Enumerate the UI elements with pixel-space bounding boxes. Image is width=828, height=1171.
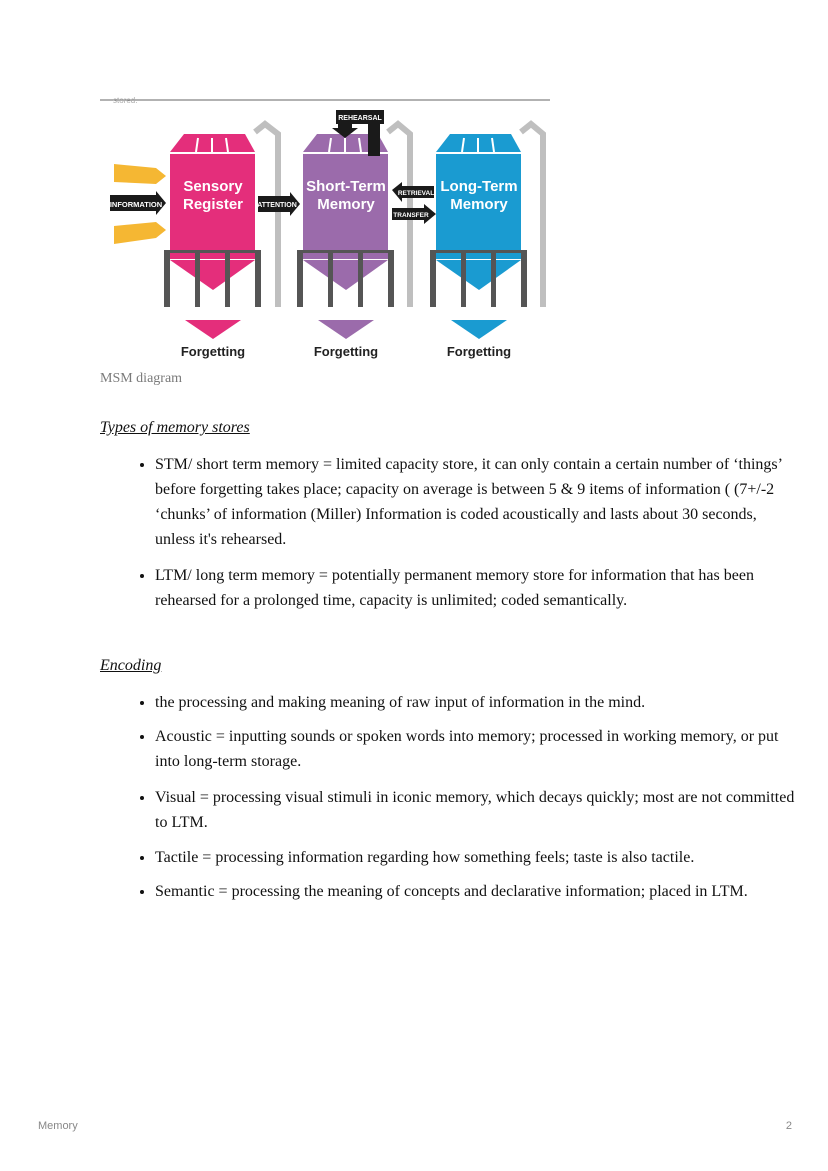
list-item-visual: • Visual = processing visual stimuli in iconic memory, which decays quickly; most are not committed to LTM. [155, 785, 795, 835]
long-term-forgetting-label: Forgetting [446, 344, 512, 359]
list-item-ltm: • LTM/ long term memory = potentially permanent memory store for information that has been rehearsed for a prolonged time, capacity is unlimited; coded semantically. [155, 563, 795, 613]
encoding-list [100, 690, 795, 904]
footer-document-title: Memory [38, 1120, 78, 1132]
sensory-register-label-line2: Register [182, 196, 244, 213]
sensory-register-silo [164, 124, 278, 359]
rehearsal-label: REHEARSAL [338, 115, 382, 122]
attention-label: ATTENTION [257, 202, 297, 209]
input-arrow-bottom [114, 222, 166, 244]
list-item-acoustic: • Acoustic = inputting sounds or spoken words into memory; processed in working memory, or put into long-term storage. [155, 724, 795, 774]
sensory-register-label-line1: Sensory [183, 178, 243, 195]
short-term-forget-arrow [318, 320, 374, 339]
short-term-memory-label-line2: Memory [317, 196, 375, 213]
memory-stores-list [100, 452, 795, 613]
cropped-text: stored. [113, 96, 138, 105]
input-arrow-top [114, 164, 166, 184]
short-term-memory-silo [297, 124, 410, 359]
short-term-forgetting-label: Forgetting [313, 344, 379, 359]
sensory-forgetting-label: Forgetting [180, 344, 246, 359]
long-term-memory-silo [430, 124, 543, 359]
retrieval-label: RETRIEVAL [397, 190, 435, 197]
list-item-stm: • STM/ short term memory = limited capacity store, it can only contain a certain number of ‘things’ before forgetting takes place; capacity on average is between 5 & 9 items of information ( (7+/-2 ‘chunks’ of information (Miller) Information is coded acoustically and lasts about 30 seconds, unless it's rehearsed. [155, 452, 795, 552]
long-term-forget-arrow [451, 320, 507, 339]
long-term-memory-label-line2: Memory [450, 196, 508, 213]
short-term-memory-label-line1: Short-Term [306, 178, 386, 195]
list-item-semantic: • Semantic = processing the meaning of concepts and declarative information; placed in LTM. [155, 879, 795, 904]
long-term-memory-label-line1: Long-Term [440, 178, 518, 195]
types-of-memory-stores-heading: Types of memory stores [100, 419, 250, 436]
list-item-tactile: • Tactile = processing information regarding how something feels; taste is also tactile. [155, 845, 795, 870]
encoding-heading: Encoding [100, 657, 162, 674]
msm-diagram [100, 92, 560, 367]
information-label: INFORMATION [109, 200, 163, 209]
list-item-encoding-definition: • the processing and making meaning of raw input of information in the mind. [155, 690, 795, 715]
footer-page-number: 2 [785, 1120, 792, 1132]
diagram-caption: MSM diagram [100, 371, 183, 386]
transfer-label: TRANSFER [393, 212, 429, 219]
sensory-forget-arrow [185, 320, 241, 339]
